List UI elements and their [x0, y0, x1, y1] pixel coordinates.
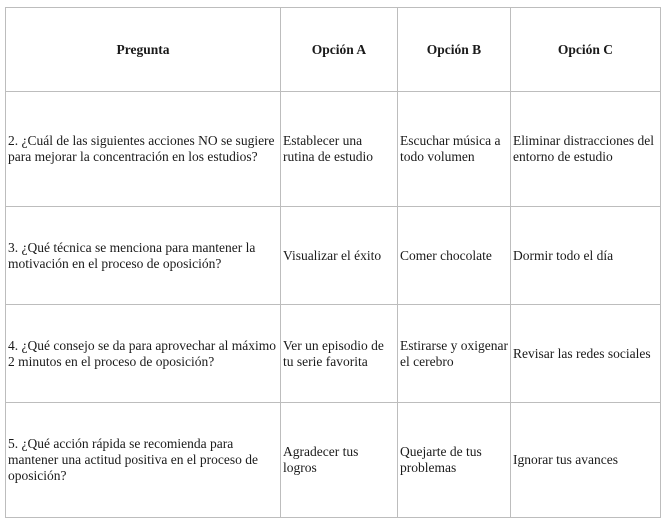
option-c-cell: Eliminar distracciones del entorno de estudio	[511, 92, 661, 207]
question-cell: 4. ¿Qué consejo se da para aprovechar al máximo 2 minutos en el proceso de oposición?	[6, 305, 281, 403]
option-b-cell: Comer chocolate	[398, 207, 511, 305]
table-row	[6, 305, 661, 403]
option-a-cell: Establecer una rutina de estudio	[281, 92, 398, 207]
question-cell: 3. ¿Qué técnica se menciona para mantener la motivación en el proceso de oposición?	[6, 207, 281, 305]
table-row	[6, 92, 661, 207]
question-cell: 2. ¿Cuál de las siguientes acciones NO se sugiere para mejorar la concentración en los estudios?	[6, 92, 281, 207]
option-a-cell: Visualizar el éxito	[281, 207, 398, 305]
table-row	[6, 403, 661, 518]
header-pregunta: Pregunta	[6, 8, 281, 92]
option-a-cell: Agradecer tus logros	[281, 403, 398, 518]
option-b-cell: Escuchar música a todo volumen	[398, 92, 511, 207]
table-header-row	[6, 8, 661, 92]
quiz-table	[5, 7, 661, 518]
option-b-cell: Quejarte de tus problemas	[398, 403, 511, 518]
option-c-cell: Ignorar tus avances	[511, 403, 661, 518]
option-b-cell: Estirarse y oxigenar el cerebro	[398, 305, 511, 403]
option-a-cell: Ver un episodio de tu serie favorita	[281, 305, 398, 403]
header-opcion-c: Opción C	[511, 8, 661, 92]
question-cell: 5. ¿Qué acción rápida se recomienda para mantener una actitud positiva en el proceso de oposición?	[6, 403, 281, 518]
table-row	[6, 207, 661, 305]
header-opcion-a: Opción A	[281, 8, 398, 92]
option-c-cell: Revisar las redes sociales	[511, 305, 661, 403]
header-opcion-b: Opción B	[398, 8, 511, 92]
option-c-cell: Dormir todo el día	[511, 207, 661, 305]
